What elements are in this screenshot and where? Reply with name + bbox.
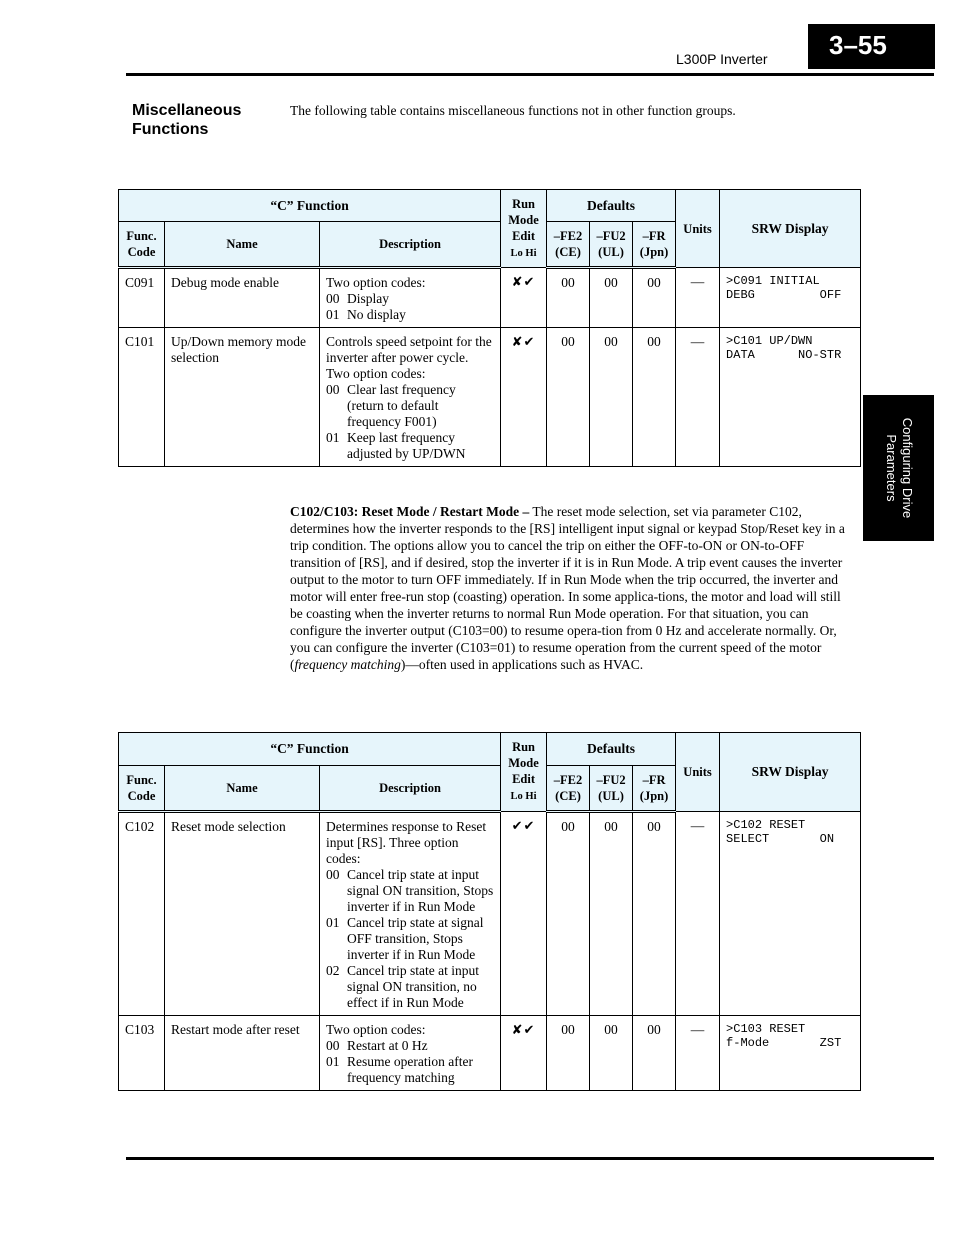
paragraph-italic: frequency matching xyxy=(294,657,401,672)
description-header: Description xyxy=(320,766,501,812)
units-cell: — xyxy=(676,812,720,1016)
option-item: 01 Cancel trip state at signal OFF transition, Stops inverter if in Run Mode xyxy=(326,915,484,962)
chapter-side-tab xyxy=(863,395,934,541)
option-item: 00 Restart at 0 Hz xyxy=(326,1038,428,1053)
side-tab-line1: Configuring Drive xyxy=(899,417,915,519)
section-heading-line1: Miscellaneous xyxy=(132,102,242,119)
paragraph-body-2: )—often used in applications such as HVAC. xyxy=(400,657,644,672)
run-mode-edit-header: Run Mode Edit Lo Hi xyxy=(501,733,547,812)
default-fu2-cell: 00 xyxy=(590,1016,633,1091)
run-mode-edit-cell: ✘✔ xyxy=(501,1016,547,1091)
option-item: 01 Resume operation after frequency matching xyxy=(326,1054,473,1085)
default-fr-cell: 00 xyxy=(633,328,676,467)
default-fe2-cell: 00 xyxy=(547,1016,590,1091)
c-function-header: “C” Function xyxy=(119,190,501,222)
default-fu2-cell: 00 xyxy=(590,328,633,467)
defaults-header: Defaults xyxy=(547,190,676,222)
default-fe2-cell: 00 xyxy=(547,812,590,1016)
option-item: 01 No display xyxy=(326,307,406,322)
units-cell: — xyxy=(676,268,720,328)
name-cell: Debug mode enable xyxy=(165,268,320,328)
option-item: 00 Display xyxy=(326,291,389,306)
fu2-header: –FU2 (UL) xyxy=(590,766,633,812)
name-cell: Up/Down memory mode selection xyxy=(165,328,320,467)
srw-display-header: SRW Display xyxy=(720,733,861,812)
section-intro: The following table contains miscellaneous functions not in other function groups. xyxy=(290,103,736,118)
defaults-header: Defaults xyxy=(547,733,676,766)
c-function-header: “C” Function xyxy=(119,733,501,766)
run-mode-edit-cell: ✔✔ xyxy=(501,812,547,1016)
paragraph-lead: C102/C103: Reset Mode / Restart Mode – xyxy=(290,504,530,519)
func-code-header: Func. Code xyxy=(119,766,165,812)
run-mode-edit-cell: ✘✔ xyxy=(501,268,547,328)
option-item: 01 Keep last frequency adjusted by UP/DWN xyxy=(326,430,466,461)
default-fu2-cell: 00 xyxy=(590,812,633,1016)
table-row xyxy=(119,268,861,328)
header-rule xyxy=(126,73,934,76)
units-header: Units xyxy=(676,190,720,268)
func-code-cell: C101 xyxy=(119,328,165,467)
fr-header: –FR (Jpn) xyxy=(633,766,676,812)
table-row xyxy=(119,1016,861,1091)
side-tab-line2: Parameters xyxy=(883,434,899,502)
units-header: Units xyxy=(676,733,720,812)
default-fe2-cell: 00 xyxy=(547,268,590,328)
name-cell: Restart mode after reset xyxy=(165,1016,320,1091)
footer-rule xyxy=(126,1157,934,1160)
name-header: Name xyxy=(165,222,320,268)
fu2-header: –FU2 (UL) xyxy=(590,222,633,268)
option-item: 02 Cancel trip state at input signal ON transition, no effect if in Run Mode xyxy=(326,963,479,1010)
srw-display-cell: >C102 RESET SELECT ON xyxy=(720,812,861,1016)
srw-display-header: SRW Display xyxy=(720,190,861,268)
srw-display-cell: >C103 RESET f-Mode ZST xyxy=(720,1016,861,1091)
description-cell: Two option codes: 00 Restart at 0 Hz 01 Resume operation after frequency matching xyxy=(320,1016,501,1091)
description-cell: Controls speed setpoint for the inverter after power cycle. Two option codes: 00 Clear last frequency (return to default frequency F001) 01 Keep last frequency adjusted by UP/DWN xyxy=(320,328,501,467)
description-header: Description xyxy=(320,222,501,268)
fr-header: –FR (Jpn) xyxy=(633,222,676,268)
run-mode-edit-cell: ✘✔ xyxy=(501,328,547,467)
name-header: Name xyxy=(165,766,320,812)
fe2-header: –FE2 (CE) xyxy=(547,766,590,812)
description-cell: Determines response to Reset input [RS]. Three option codes: 00 Cancel trip state at input signal ON transition, Stops inverter if in Run Mode 01 Cancel trip state at signal OFF transition, Stops inverter if in Run Mode 02 Cancel trip state at input signal ON transition, no effect if in Run Mode xyxy=(320,812,501,1016)
default-fe2-cell: 00 xyxy=(547,328,590,467)
running-header-title: L300P Inverter xyxy=(676,51,768,67)
default-fr-cell: 00 xyxy=(633,812,676,1016)
func-code-header: Func. Code xyxy=(119,222,165,268)
srw-display-cell: >C091 INITIAL DEBG OFF xyxy=(720,268,861,328)
page-number: 3–55 xyxy=(808,24,935,69)
srw-display-cell: >C101 UP/DWN DATA NO-STR xyxy=(720,328,861,467)
func-code-cell: C102 xyxy=(119,812,165,1016)
section-heading-line2: Functions xyxy=(132,121,209,138)
default-fu2-cell: 00 xyxy=(590,268,633,328)
run-mode-edit-header: Run Mode Edit Lo Hi xyxy=(501,190,547,268)
function-table-2 xyxy=(118,732,861,1091)
func-code-cell: C091 xyxy=(119,268,165,328)
default-fr-cell: 00 xyxy=(633,1016,676,1091)
fe2-header: –FE2 (CE) xyxy=(547,222,590,268)
section-heading xyxy=(132,101,241,139)
option-item: 00 Clear last frequency (return to default frequency F001) xyxy=(326,382,456,429)
units-cell: — xyxy=(676,328,720,467)
func-code-cell: C103 xyxy=(119,1016,165,1091)
table-row xyxy=(119,812,861,1016)
function-table-1 xyxy=(118,189,861,467)
description-cell: Two option codes: 00 Display 01 No display xyxy=(320,268,501,328)
reset-mode-paragraph xyxy=(290,503,848,673)
option-item: 00 Cancel trip state at input signal ON transition, Stops inverter if in Run Mode xyxy=(326,867,494,914)
name-cell: Reset mode selection xyxy=(165,812,320,1016)
units-cell: — xyxy=(676,1016,720,1091)
paragraph-body-1: The reset mode selection, set via parameter C102, determines how the inverter responds to the [RS] intelligent input signal or keypad Stop/Reset key in a trip condition. The options allow you to cancel the trip on either the OFF-to-ON or ON-to-OFF transition of [RS], and if desired, stop the inverter if it is in Run Mode. A trip event causes the inverter output to the motor to turn OFF immediately. If in Run Mode when the trip occurred, the inverter and motor will enter free-run stop (coasting) operation. In some applica-tions, the motor and load will still be coasting when the inverter returns to normal Run Mode operation. For that situation, you can configure the inverter output (C103=00) to resume opera-tion from 0 Hz and accelerate normally. Or, you can configure the inverter (C103=01) to resume operation from the current speed of the motor ( xyxy=(290,504,845,672)
table-row xyxy=(119,328,861,467)
default-fr-cell: 00 xyxy=(633,268,676,328)
